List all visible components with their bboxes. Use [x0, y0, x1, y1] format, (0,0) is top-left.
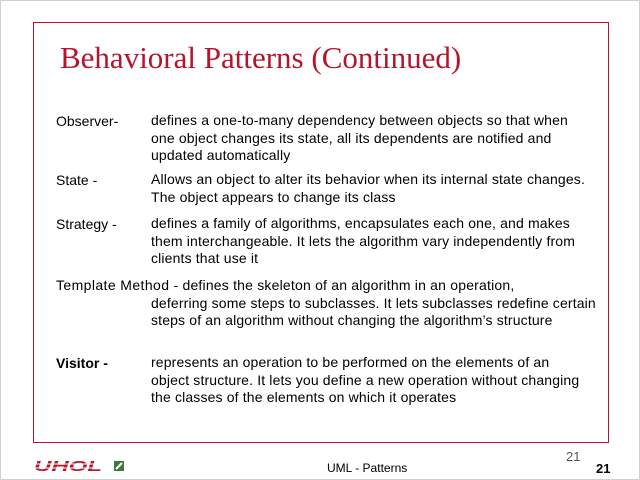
uhol-logo-text: UHOL — [34, 459, 102, 473]
footer-title: UML - Patterns — [327, 461, 408, 475]
definition-template-method-rest: deferring some steps to subclasses. It lets subclasses redefine certain steps of an algorithm without changing the algorithm’s structure — [151, 294, 596, 328]
uhol-logo-graphic — [34, 459, 134, 473]
term-state: State - — [56, 172, 98, 188]
term-observer: Observer- — [56, 113, 119, 129]
definition-template-method-start: - defines the skeleton of an algorithm in an operation, — [173, 277, 515, 293]
definition-visitor: represents an operation to be performed on the elements of an object structure. It lets you define a new operation without changing the classes of the elements on which it operates — [151, 354, 580, 405]
slide-number-faint: 21 — [566, 449, 581, 464]
term-visitor: Visitor - — [56, 355, 108, 371]
uhol-logo — [34, 459, 134, 478]
template-method-first-line — [56, 277, 596, 295]
term-strategy: Strategy - — [56, 216, 117, 232]
template-method-block — [56, 277, 596, 330]
page-number: 21 — [596, 461, 611, 476]
term-template-method: Template Method — [56, 277, 170, 293]
definition-observer: defines a one-to-many dependency between objects so that when one object changes its state, all its dependents are notified and updated automatically — [151, 112, 568, 163]
definition-state: Allows an object to alter its behavior when its internal state changes. The object appears to change its class — [151, 171, 585, 205]
definition-strategy: defines a family of algorithms, encapsulates each one, and makes them interchangeable. It lets the algorithm vary independently from clients that use it — [151, 215, 576, 266]
slide-title: Behavioral Patterns (Continued) — [60, 40, 462, 75]
